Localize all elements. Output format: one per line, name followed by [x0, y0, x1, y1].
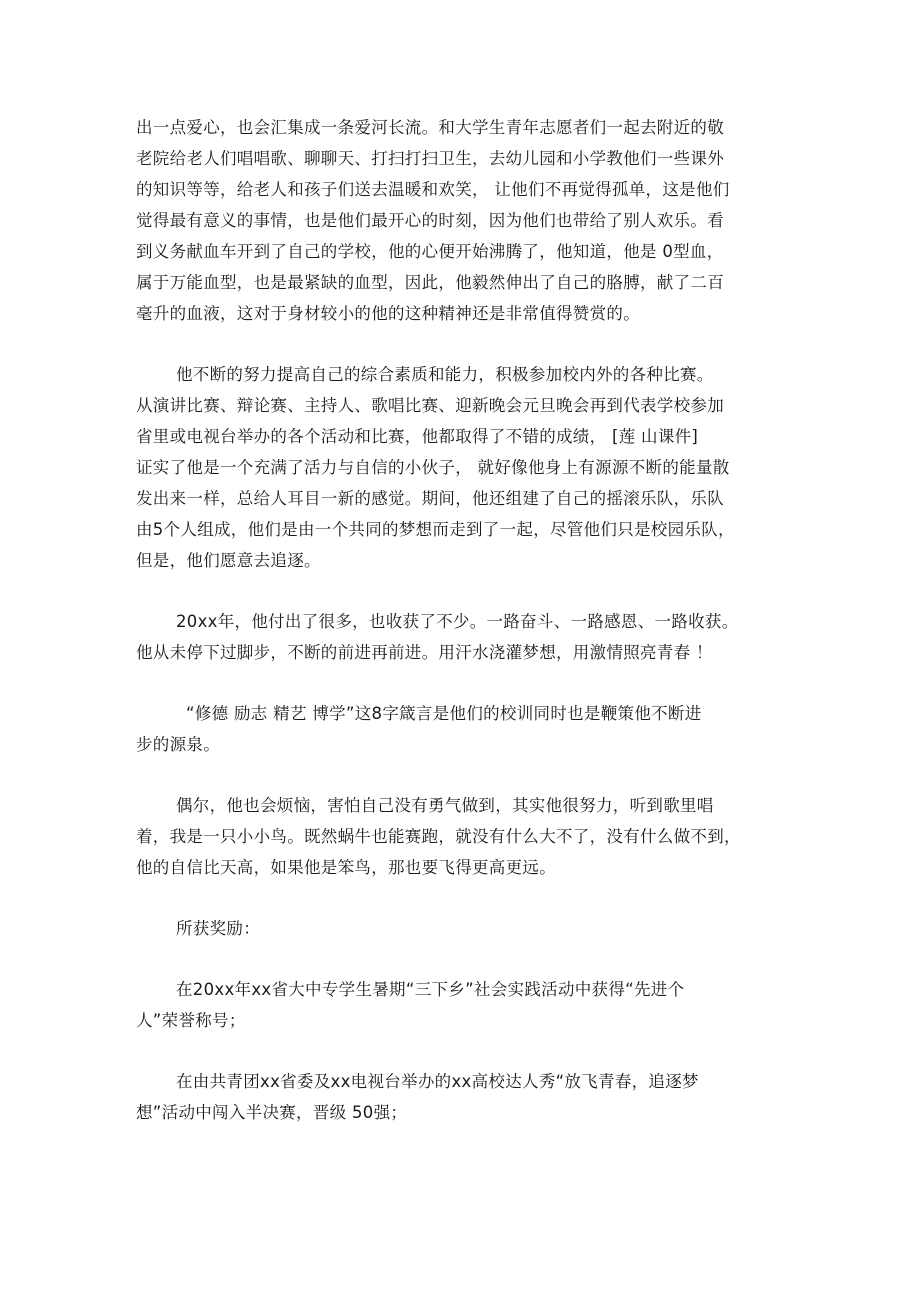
text-line: 出一点爱心，也会汇集成一条爱河长流。和大学生青年志愿者们一起去附近的敬: [136, 118, 724, 137]
text-line: 步的源泉。: [136, 735, 220, 754]
text-line: 他不断的努力提高自己的综合素质和能力，积极参加校内外的各种比赛。: [176, 365, 714, 384]
text-line: 但是，他们愿意去追逐。: [136, 551, 321, 570]
text-line: 到义务献血车开到了自己的学校，他的心便开始沸腾了，他知道，他是 0型血，: [136, 242, 724, 261]
text-line: 的知识等等，给老人和孩子们送去温暖和欢笑， 让他们不再觉得孤单，这是他们: [136, 180, 730, 199]
text-line: 想”活动中闯入半决赛，晋级 50强；: [136, 1103, 408, 1122]
text-line: 证实了他是一个充满了活力与自信的小伙子， 就好像他身上有源源不断的能量散: [136, 458, 730, 477]
text-line: 省里或电视台举办的各个活动和比赛，他都取得了不错的成绩， [莲 山课件]: [136, 427, 699, 446]
text-line: 他的自信比天高，如果他是笨鸟，那也要飞得更高更远。: [136, 858, 556, 877]
text-line: 20xx年，他付出了很多，也收获了不少。一路奋斗、一路感恩、一路收获。: [176, 612, 739, 631]
text-line: 从演讲比赛、辩论赛、主持人、歌唱比赛、迎新晚会元旦晚会再到代表学校参加: [136, 396, 724, 415]
text-line: 属于万能血型，也是最紧缺的血型，因此，他毅然伸出了自己的胳膊，献了二百: [136, 273, 724, 292]
text-line: “修德 励志 精艺 博学”这8字箴言是他们的校训同时也是鞭策他不断进: [186, 704, 702, 723]
text-line: 由5个人组成，他们是由一个共同的梦想而走到了一起，尽管他们只是校园乐队，: [136, 520, 735, 539]
text-line: 偶尔，他也会烦恼，害怕自己没有勇气做到，其实他很努力，听到歌里唱: [176, 796, 714, 815]
text-line: 他从未停下过脚步，不断的前进再前进。用汗水浇灌梦想，用激情照亮青春 ！: [136, 643, 713, 662]
awards-heading: 所获奖励：: [176, 919, 260, 938]
text-line: 在20xx年xx省大中专学生暑期“三下乡”社会实践活动中获得“先进个: [176, 980, 685, 999]
text-line: 在由共青团xx省委及xx电视台举办的xx高校达人秀“放飞青春，追逐梦: [176, 1072, 699, 1091]
text-line: 觉得最有意义的事情，也是他们最开心的时刻，因为他们也带给了别人欢乐。看: [136, 211, 724, 230]
text-line: 人”荣誉称号；: [136, 1011, 246, 1030]
text-line: 老院给老人们唱唱歌、聊聊天、打扫打扫卫生，去幼儿园和小学教他们一些课外: [136, 149, 724, 168]
text-line: 着，我是一只小小鸟。既然蜗牛也能赛跑，就没有什么大不了，没有什么做不到，: [136, 827, 741, 846]
text-line: 发出来一样，总给人耳目一新的感觉。期间，他还组建了自己的摇滚乐队，乐队: [136, 489, 724, 508]
text-line: 毫升的血液，这对于身材较小的他的这种精神还是非常值得赞赏的。: [136, 304, 640, 323]
